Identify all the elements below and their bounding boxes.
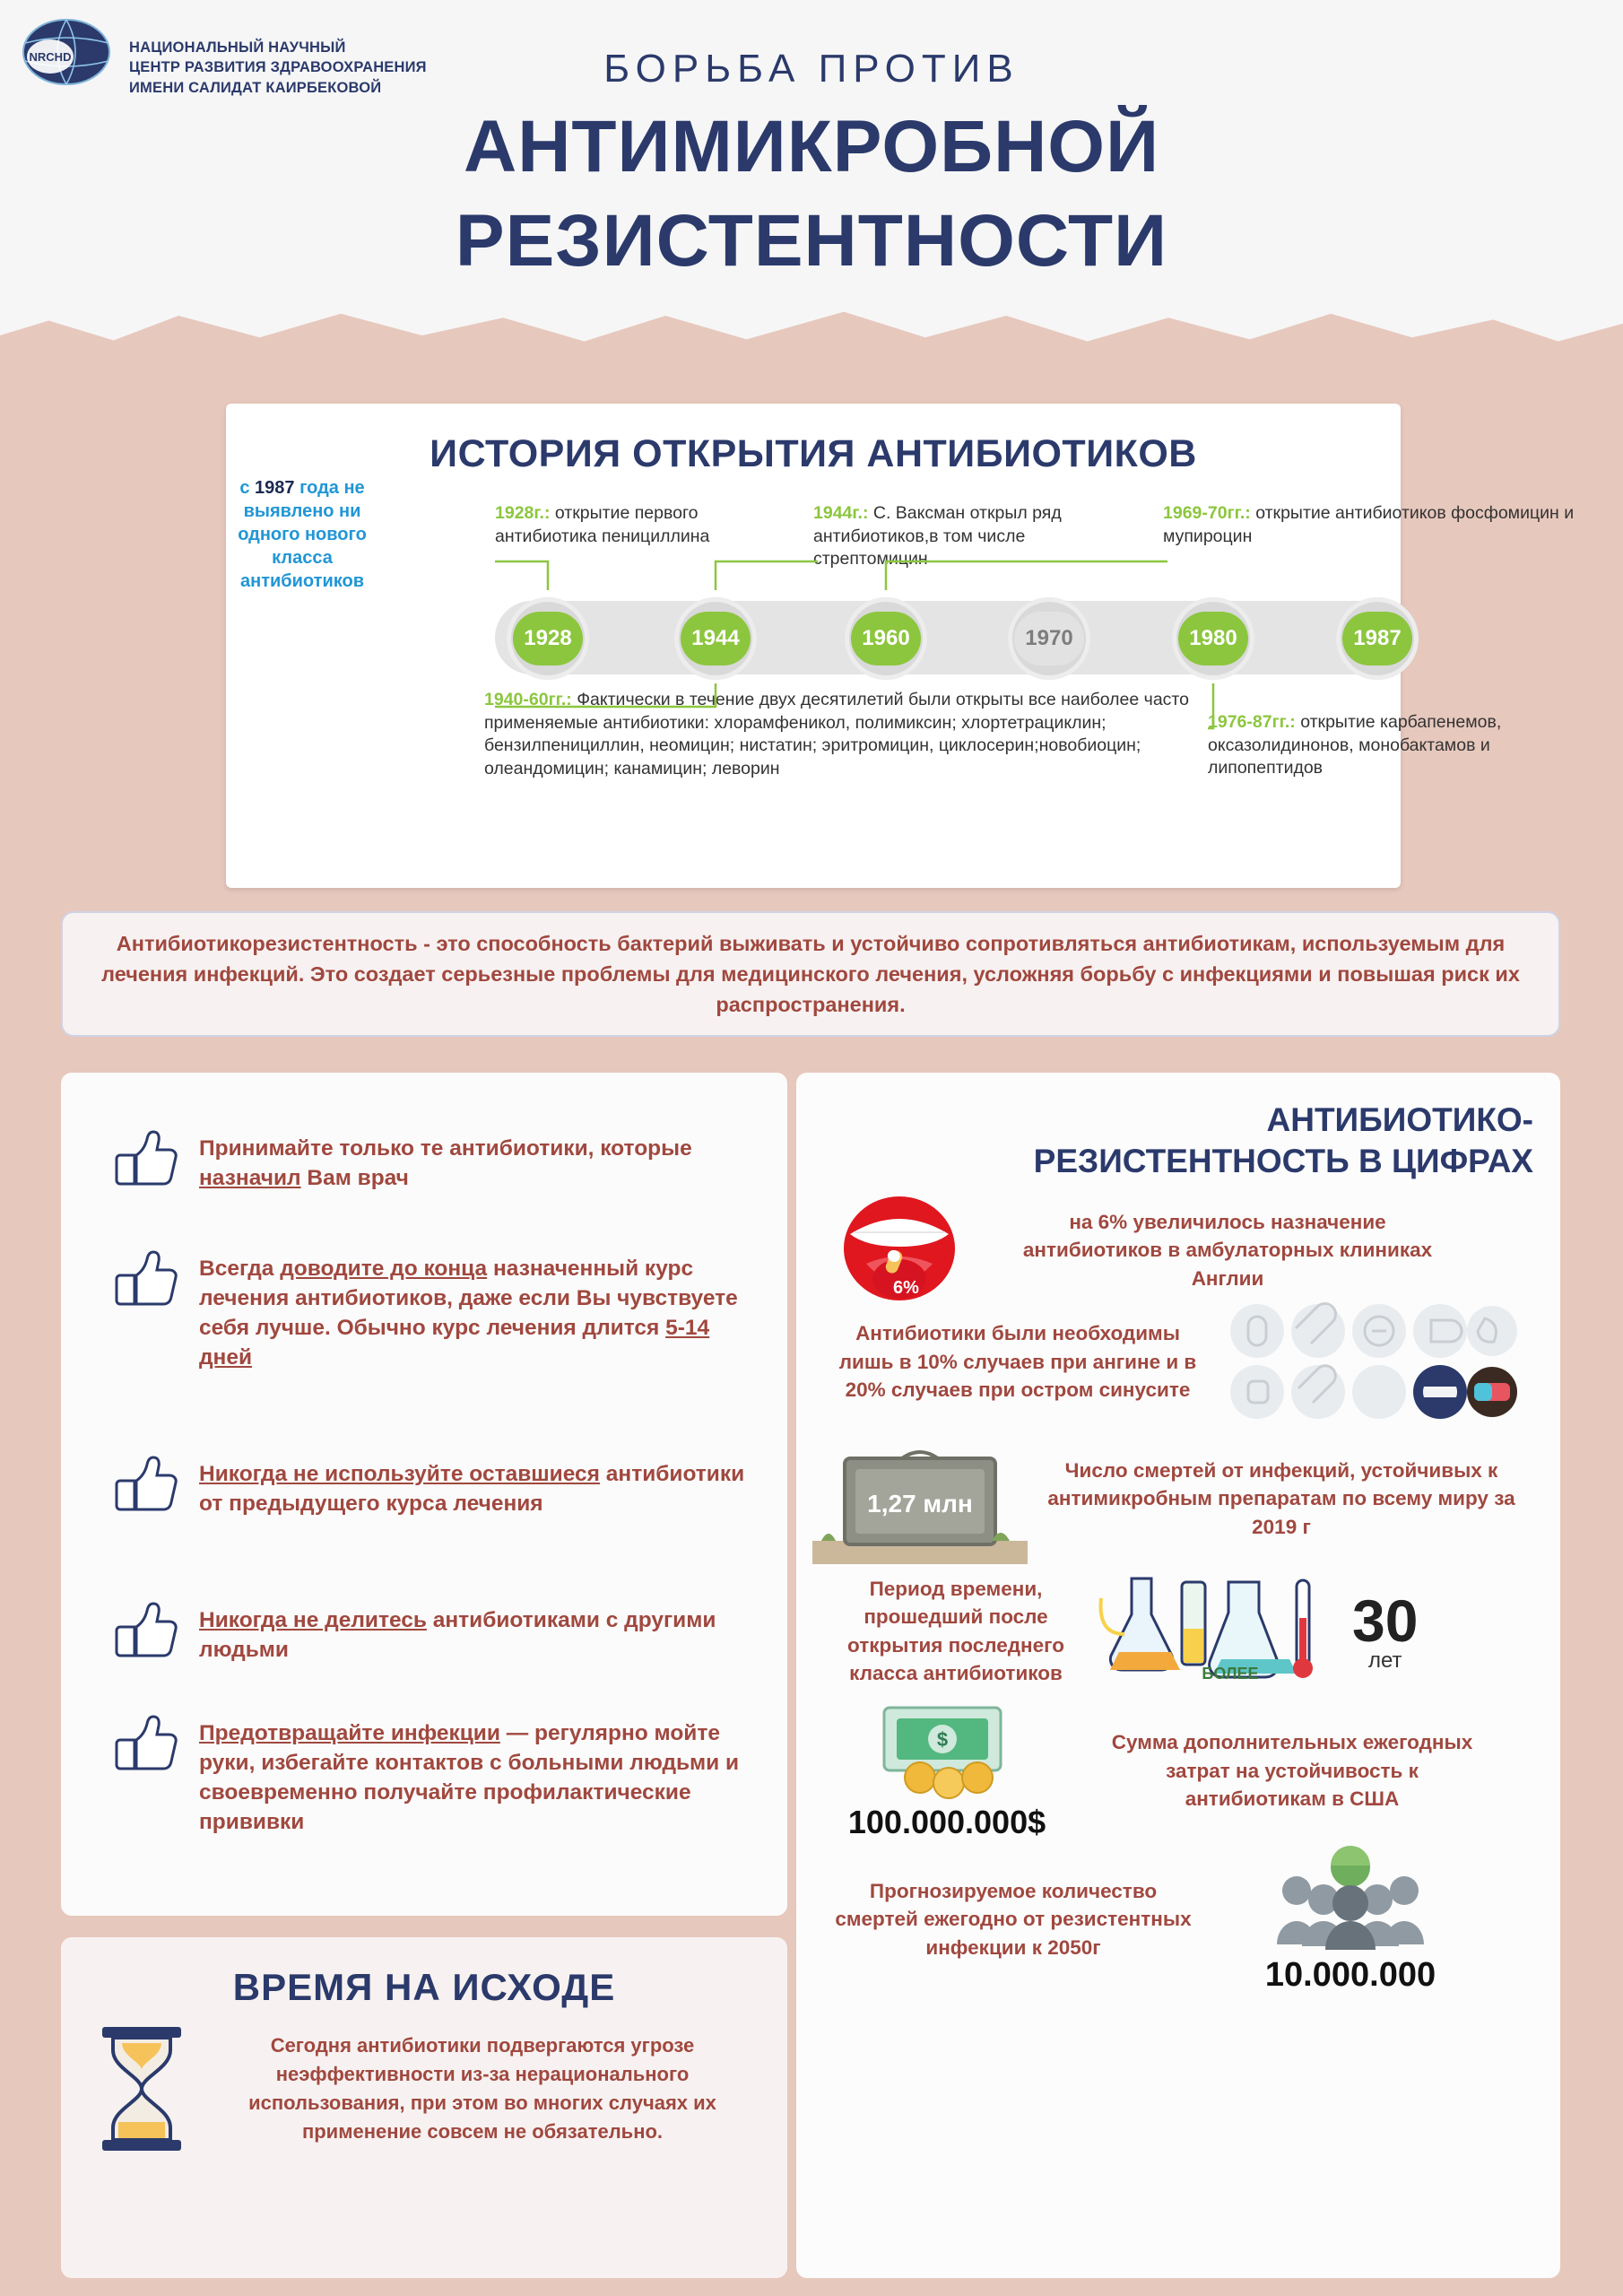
people-group-icon xyxy=(1216,1844,1485,1956)
stat-row-deaths-2019 xyxy=(812,1431,1539,1566)
stat-text-2050: Прогнозируемое количество смертей ежегодно от резистентных инфекции к 2050г xyxy=(835,1879,1192,1959)
tip-emphasis: 5-14 дней xyxy=(199,1316,710,1370)
money-icon xyxy=(812,1700,1081,1804)
title-line-2: РЕЗИСТЕНТНОСТИ xyxy=(455,199,1168,282)
tip-item-5 xyxy=(115,1713,751,1837)
svg-text:$: $ xyxy=(936,1728,949,1751)
numbers-card xyxy=(796,1073,1560,2278)
tip-plain: антибиотиками с другими людьми xyxy=(199,1608,716,1663)
timeline-node-1960[interactable] xyxy=(845,597,927,680)
lab-flasks-icon xyxy=(1096,1566,1338,1696)
stat-value-2050: 10.000.000 xyxy=(1264,1956,1436,1994)
timeline-node-1987[interactable] xyxy=(1336,597,1419,680)
more-than-label: БОЛЕЕ xyxy=(1202,1665,1259,1683)
numbers-card-title xyxy=(796,1073,1560,1183)
note-1928-label: 1928г.: xyxy=(495,503,551,523)
timeline-title: ИСТОРИЯ ОТКРЫТИЯ АНТИБИОТИКОВ xyxy=(430,432,1197,475)
stat-text-usa-cost: Сумма дополнительных ежегодных затрат на устойчивость к антибиотикам в США xyxy=(1111,1731,1473,1811)
callout-year: 1987 xyxy=(255,478,295,498)
note-1944-label: 1944г.: xyxy=(813,503,869,523)
tip-plain: Вам врач xyxy=(300,1166,409,1191)
tip-text-2 xyxy=(199,1248,751,1372)
tip-emphasis: Никогда не делитесь xyxy=(199,1608,427,1632)
time-running-out-card xyxy=(61,1937,787,2278)
numbers-title-line-2: РЕЗИСТЕНТНОСТЬ В ЦИФРАХ xyxy=(1033,1143,1533,1180)
stat-value-30 xyxy=(1352,1587,1419,1673)
thumbs-up-icon xyxy=(115,1128,179,1192)
note-1940-text: Фактически в течение двух десятилетий были открыты все наиболее часто применяемые антибиотики: хлорамфеникол, полимиксин; хлортетрациклин; бензилпенициллин, неомицин; нистатин; эритромицин, циклосерин;новобиоцин; олеандомицин; канамицин; леворин xyxy=(484,690,1189,779)
tip-plain: — регулярно мойте руки, избегайте контактов с больными людьми и своевременно получайте профилактические прививки xyxy=(199,1721,740,1835)
numbers-title-line-1: АНТИБИОТИКО- xyxy=(1266,1101,1533,1138)
tip-plain: Всегда xyxy=(199,1257,281,1281)
tip-text-3 xyxy=(199,1454,751,1518)
badge-6-percent: 6% xyxy=(893,1278,919,1298)
hourglass-icon xyxy=(88,2022,195,2156)
note-1969-label: 1969-70гг.: xyxy=(1163,503,1251,523)
stat-row-usa-cost xyxy=(812,1700,1539,1841)
people-block xyxy=(1216,1844,1485,1995)
tip-item-1 xyxy=(115,1128,742,1193)
node-label: 1980 xyxy=(1178,612,1248,665)
definition-banner xyxy=(61,911,1560,1037)
note-1944-text: С. Ваксман открыл ряд антибиотиков,в том числе стрептомицин xyxy=(813,503,1062,570)
money-block xyxy=(812,1700,1081,1841)
title-line-1: АНТИМИКРОБНОЙ xyxy=(463,106,1160,187)
note-1928-text: открытие первого антибиотика пенициллина xyxy=(495,503,710,546)
header-curve-decoration xyxy=(0,296,1623,395)
tip-emphasis: Никогда не используйте оставшиеся xyxy=(199,1462,600,1486)
stat-text-deaths-2019: Число смертей от инфекций, устойчивых к антимикробным препаратам по всему миру за 2019 г xyxy=(1047,1458,1515,1538)
tip-plain: Принимайте только те антибиотики, которые xyxy=(199,1136,692,1161)
tip-text-4 xyxy=(199,1600,751,1665)
tip-plain: назначенный курс лечения антибиотиков, даже если Вы чувствуете себя лучше. Обычно курс лечения длится xyxy=(199,1257,738,1341)
sign-value: 1,27 млн xyxy=(867,1490,973,1518)
stat-value-usa-cost: 100.000.000$ xyxy=(847,1804,1046,1840)
thumbs-up-icon xyxy=(115,1248,179,1312)
note-1969-text: открытие антибиотиков фосфомицин и мупироцин xyxy=(1163,503,1575,546)
thumbs-up-icon xyxy=(115,1454,179,1518)
sign-board-icon xyxy=(812,1431,1023,1566)
note-1976-label: 1976-87гг.: xyxy=(1208,712,1296,732)
recommendations-card xyxy=(61,1073,787,1916)
tip-item-2 xyxy=(115,1248,751,1372)
timeline-node-1970[interactable] xyxy=(1008,597,1090,680)
stat-row-2050 xyxy=(812,1844,1539,1995)
org-line-2: ЦЕНТР РАЗВИТИЯ ЗДРАВООХРАНЕНИЯ xyxy=(129,59,427,76)
tip-item-3 xyxy=(115,1454,751,1518)
node-label: 1960 xyxy=(851,612,921,665)
org-line-1: НАЦИОНАЛЬНЫЙ НАУЧНЫЙ xyxy=(129,39,346,56)
value-number: 30 xyxy=(1352,1587,1419,1654)
tip-text-1 xyxy=(199,1128,742,1193)
pills-grid-icon xyxy=(1223,1297,1519,1427)
stat-text-england: на 6% увеличилось назначение антибиотиков в амбулаторных клиниках Англии xyxy=(1022,1210,1433,1290)
definition-text: Антибиотикорезистентность - это способность бактерий выживать и устойчиво сопротивляться антибиотикам, используемым для лечения инфекций. Это создает серьезные проблемы для медицинского лечения, усложняя борьбу с инфекциями и повышая риск их распространения. xyxy=(101,931,1520,1017)
stat-text-30-years: Период времени, прошедший после открытия последнего класса антибиотиков xyxy=(847,1577,1064,1684)
page-title xyxy=(0,47,1623,289)
node-label: 1944 xyxy=(681,612,751,665)
title-kicker: БОРЬБА ПРОТИВ xyxy=(603,47,1020,91)
node-label: 1987 xyxy=(1342,612,1412,665)
value-unit: лет xyxy=(1367,1648,1402,1673)
time-card-title: ВРЕМЯ НА ИСХОДЕ xyxy=(232,1966,616,2008)
antibiotics-history-card xyxy=(226,404,1575,888)
node-label: 1928 xyxy=(513,612,583,665)
stat-row-30-years xyxy=(812,1566,1539,1696)
time-card-text: Сегодня антибиотики подвергаются угрозе неэффективности из-за нерационального использования, при этом во многих случаях их применение совсем не обязательно. xyxy=(248,2034,716,2143)
stat-text-angina: Антибиотики были необходимы лишь в 10% случаев при ангине и в 20% случаев при остром синусите xyxy=(838,1322,1197,1402)
note-1976-text: открытие карбапенемов, оксазолидинонов, монобактамов и липопептидов xyxy=(1208,712,1502,778)
logo-acronym: NRCHD xyxy=(29,50,72,64)
tip-plain: антибиотики от предыдущего курса лечения xyxy=(199,1462,745,1517)
tip-emphasis: Предотвращайте инфекции xyxy=(199,1721,500,1745)
note-1940-label: 1940-60гг.: xyxy=(484,690,572,709)
timeline-node-1980[interactable] xyxy=(1172,597,1254,680)
org-line-3: ИМЕНИ САЛИДАТ КАИРБЕКОВОЙ xyxy=(129,79,382,96)
thumbs-up-icon xyxy=(115,1713,179,1777)
page-header xyxy=(0,0,1623,354)
callout-text: года не выявлено ни одного нового класса антибиотиков xyxy=(238,478,367,591)
tip-text-5 xyxy=(199,1713,751,1837)
tip-emphasis: доводите до конца xyxy=(280,1257,488,1281)
tip-item-4 xyxy=(115,1600,751,1665)
timeline-node-1928[interactable] xyxy=(507,597,589,680)
callout-prefix: с xyxy=(239,478,256,498)
timeline-node-1944[interactable] xyxy=(674,597,757,680)
node-label: 1970 xyxy=(1014,612,1084,665)
thumbs-up-icon xyxy=(115,1600,179,1664)
tip-emphasis: назначил xyxy=(199,1166,301,1191)
stat-row-angina xyxy=(812,1297,1539,1427)
